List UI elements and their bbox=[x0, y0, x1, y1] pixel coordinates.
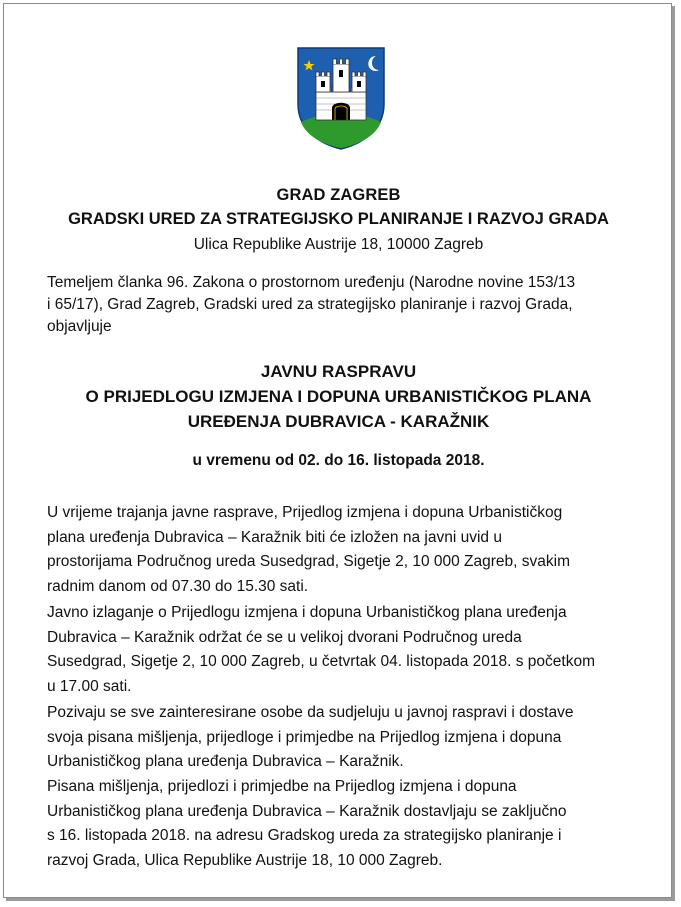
paragraph-line: Pisana mišljenja, prijedlozi i primjedbe na Prijedlog izmjena i dopuna bbox=[47, 778, 517, 795]
paragraph-line: u 17.00 sati. bbox=[47, 677, 132, 695]
header-address: Ulica Republike Austrije 18, 10000 Zagreb bbox=[193, 236, 484, 253]
paragraph-line: Susedgrad, Sigetje 2, 10 000 Zagreb, u četvrtak 04. listopada 2018. s početkom bbox=[47, 653, 596, 670]
paragraph-line: s 16. listopada 2018. na adresu Gradskog ureda za strategijsko planiranje i bbox=[47, 827, 562, 844]
paragraph-line: Javno izlaganje o Prijedlogu izmjena i dopuna Urbanističkog plana uređenja bbox=[47, 604, 567, 621]
intro-line: i 65/17), Grad Zagreb, Gradski ured za strategijsko planiranje i razvoj Grada, bbox=[47, 296, 573, 313]
title-line: O PRIJEDLOGU IZMJENA I DOPUNA URBANISTIČKOG PLANA bbox=[85, 387, 592, 406]
paragraph-line: razvoj Grada, Ulica Republike Austrije 18, 10 000 Zagreb. bbox=[47, 851, 443, 869]
dates-line: u vremenu od 02. do 16. listopada 2018. bbox=[192, 452, 485, 469]
paragraph-line: plana uređenja Dubravica – Karažnik biti će izložen na javni uvid u bbox=[47, 528, 502, 546]
paragraph-line: svoja pisana mišljenja, prijedloge i primjedbe na Prijedlog izmjena i dopuna bbox=[47, 728, 562, 746]
intro-paragraph bbox=[47, 272, 647, 338]
paragraph-invitation bbox=[47, 701, 647, 775]
intro-line: objavljuje bbox=[47, 318, 112, 335]
paragraph-line: radnim danom od 07.30 do 15.30 sati. bbox=[47, 577, 309, 595]
paragraph-line: Urbanističkog plana uređenja Dubravica – Karažnik dostavljaju se zaključno bbox=[47, 802, 567, 820]
announcement-title bbox=[4, 359, 673, 434]
paragraph-exhibition bbox=[47, 501, 647, 599]
title-line: UREĐENJA DUBRAVICA - KARAŽNIK bbox=[187, 412, 490, 431]
document-page bbox=[3, 3, 672, 898]
paragraph-line: Urbanističkog plana uređenja Dubravica – Karažnik. bbox=[47, 753, 404, 770]
title-line: JAVNU RASPRAVU bbox=[260, 362, 417, 381]
header-org: GRAD ZAGREB bbox=[276, 186, 401, 204]
header-office: GRADSKI URED ZA STRATEGIJSKO PLANIRANJE I RAZVOJ GRADA bbox=[68, 210, 609, 228]
zagreb-coat-of-arms-icon bbox=[296, 46, 386, 150]
intro-line: Temeljem članka 96. Zakona o prostornom uređenju (Narodne novine 153/13 bbox=[47, 274, 576, 291]
paragraph-line: U vrijeme trajanja javne rasprave, Prijedlog izmjena i dopuna Urbanističkog bbox=[47, 504, 563, 521]
paragraph-line: prostorijama Područnog ureda Susedgrad, Sigetje 2, 10 000 Zagreb, svakim bbox=[47, 553, 570, 570]
paragraph-line: Pozivaju se sve zainteresirane osobe da sudjeluju u javnoj raspravi i dostave bbox=[47, 704, 574, 721]
paragraph-presentation bbox=[47, 601, 647, 699]
paragraph-line: Dubravica – Karažnik održat će se u velikoj dvorani Područnog ureda bbox=[47, 628, 522, 646]
paragraph-submission bbox=[47, 775, 647, 873]
